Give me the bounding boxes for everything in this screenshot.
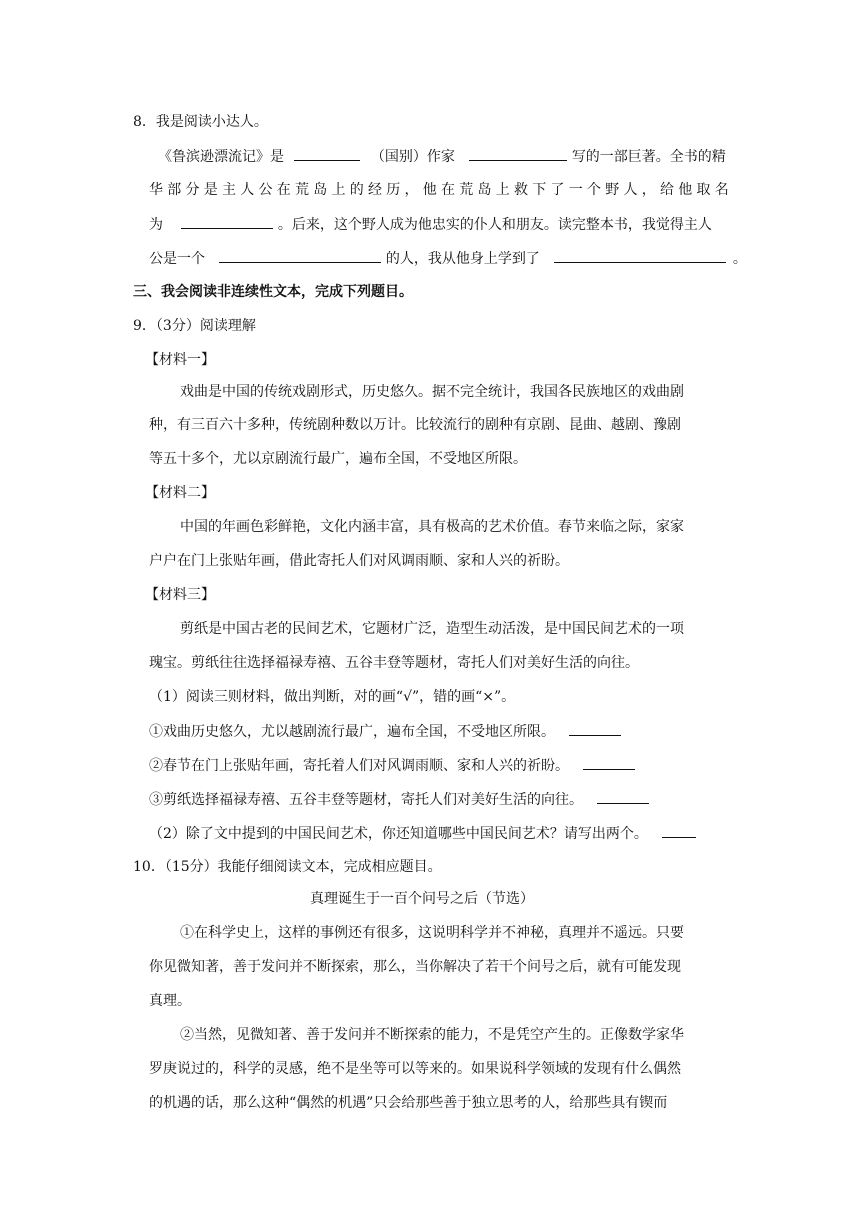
q9-part1-prompt: （1）阅读三则材料，做出判断，对的画“√”，错的画“×”。	[149, 689, 516, 705]
q8-line2-char: 给	[660, 182, 674, 198]
item-text: 剪纸选择福禄寿禧、五谷丰登等题材，寄托人们对美好生活的向往。	[163, 792, 583, 808]
q8-line2-char: 部	[167, 182, 182, 198]
answer-blank-author[interactable]	[469, 146, 567, 161]
item-number: ②	[149, 758, 163, 774]
passage-para2-line	[180, 1025, 684, 1045]
answer-blank-country[interactable]	[294, 146, 360, 161]
material1-line: 等五十多个，尤以京剧流行最广，遍布全国，不受地区所限。	[149, 451, 527, 467]
q8-line2-char: 下	[532, 182, 547, 198]
q8-line1	[158, 146, 726, 167]
judgement-item	[149, 721, 621, 742]
answer-blank-learned[interactable]	[554, 248, 726, 263]
q8-line2-char: ，	[404, 182, 419, 198]
q8-line2-char: 名	[714, 182, 729, 198]
q8-line2-char: 救	[514, 182, 528, 198]
q8-line2-char: 的	[349, 182, 364, 198]
passage-para1-line: 真理。	[149, 993, 191, 1009]
passage-para2-line: 罗庚说过的，科学的灵感，绝不是坐等可以等来的。如果说科学领域的发现有什么偶然	[149, 1061, 681, 1077]
q8-line2-char: 野	[605, 182, 620, 198]
answer-blank-name[interactable]	[181, 214, 273, 229]
q8-line2-char: 他	[422, 182, 437, 198]
answer-blank-folk-art[interactable]	[662, 823, 696, 838]
material1-line: 种，有三百六十多种，传统剧种数以万计。比较流行的剧种有京剧、昆曲、越剧、豫剧	[149, 417, 681, 433]
q8-line2-char: 人	[240, 182, 255, 198]
material2-line: 中国的年画色彩鲜艳，文化内涵丰富，具有极高的艺术价值。春节来临之际，家家	[180, 519, 684, 535]
material3-line: 剪纸是中国古老的民间艺术，它题材广泛，造型生动活泼，是中国民间艺术的一项	[180, 621, 684, 637]
q8-line2-char: 荒	[295, 182, 309, 198]
q8-line2-char: 分	[185, 182, 200, 198]
answer-blank-judgement[interactable]	[597, 789, 649, 804]
judgement-item	[149, 755, 635, 776]
passage-para1-line	[180, 923, 684, 943]
q10-heading: 10．（15分）我能仔细阅读文本，完成相应题目。	[133, 859, 442, 875]
q8-line2-char: 了	[550, 182, 565, 198]
answer-blank-judgement[interactable]	[569, 721, 621, 736]
q8-line2-char: 在	[441, 182, 455, 198]
q8-line2-char: 经	[368, 182, 382, 198]
q8-line4	[149, 248, 747, 269]
q8-line2-char: 岛	[313, 182, 328, 198]
para-text: 当然，见微知著、善于发问并不断探索的能力，不是凭空产生的。正像数学家华	[194, 1027, 684, 1043]
item-text: 春节在门上张贴年画，寄托着人们对风调雨顺、家和人兴的祈盼。	[163, 758, 569, 774]
q8-line3-text-b: 。后来，这个野人成为他忠实的仆人和朋友。读完整本书，我觉得主人	[277, 217, 712, 233]
material1-label: 【材料一】	[145, 352, 215, 368]
q8-line4-text-b: 的人，我从他身上学到了	[385, 251, 540, 267]
passage-para1-line: 你见微知著，善于发问并不断探索，那么，当你解决了若干个问号之后，就有可能发现	[149, 959, 681, 975]
q8-line1-text-a: 《鲁滨逊漂流记》是	[158, 149, 284, 165]
item-number: ①	[149, 724, 163, 740]
material1-line: 戏曲是中国的传统戏剧形式，历史悠久。据不完全统计，我国各民族地区的戏曲剧	[180, 384, 684, 400]
q8-line2-char: 个	[587, 182, 601, 198]
q8-line2-char: 一	[568, 182, 583, 198]
para-text: 在科学史上，这样的事例还有很多，这说明科学并不神秘，真理并不遥远。只要	[194, 925, 684, 941]
q8-line1-text-c: 写的一部巨著。全书的精	[571, 149, 726, 165]
q8-line3	[149, 214, 712, 235]
q8-line2-char: 人	[623, 182, 638, 198]
q8-line2-char: ，	[641, 182, 656, 198]
q8-line3-text-a: 为	[149, 217, 163, 233]
q8-line2-char: 取	[696, 182, 711, 198]
q8-heading: 8．我是阅读小达人。	[133, 114, 268, 130]
passage-title: 真理诞生于一百个问号之后（节选）	[310, 891, 534, 907]
answer-blank-character[interactable]	[219, 248, 381, 263]
material2-line: 户户在门上张贴年画，借此寄托人们对风调雨顺、家和人兴的祈盼。	[149, 553, 569, 569]
q8-line2-char: 公	[258, 182, 273, 198]
q8-line4-text-c: 。	[732, 251, 747, 267]
item-text: 戏曲历史悠久，尤以越剧流行最广，遍布全国，不受地区所限。	[163, 724, 555, 740]
para-number: ①	[180, 925, 194, 941]
material3-line: 瑰宝。剪纸往往选择福禄寿禧、五谷丰登等题材，寄托人们对美好生活的向往。	[149, 655, 639, 671]
q9-part2-prompt: （2）除了文中提到的中国民间艺术，你还知道哪些中国民间艺术？请写出两个。	[149, 826, 648, 842]
q8-line1-text-b: （国别）作家	[370, 149, 455, 165]
q8-line2-char: 岛	[477, 182, 492, 198]
q9-part2	[149, 823, 696, 844]
q8-line2-char: 历	[386, 182, 401, 198]
answer-blank-judgement[interactable]	[583, 755, 635, 770]
para-number: ②	[180, 1027, 194, 1043]
item-number: ③	[149, 792, 163, 808]
q8-line2-char: 他	[678, 182, 693, 198]
q8-line2-char: 荒	[459, 182, 474, 198]
q8-line2-char: 在	[276, 182, 291, 198]
q8-line2	[149, 180, 729, 200]
material3-label: 【材料三】	[145, 587, 215, 603]
q8-line2-char: 上	[495, 182, 510, 198]
judgement-item	[149, 789, 649, 810]
passage-para2-line: 的机遇的话，那么这种“偶然的机遇”只会给那些善于独立思考的人，给那些具有锲而	[149, 1095, 668, 1111]
section3-title: 三、我会阅读非连续性文本，完成下列题目。	[133, 284, 413, 300]
q8-line4-text-a: 公是一个	[149, 251, 205, 267]
q8-line2-char: 华	[149, 182, 163, 198]
q9-heading: 9．（3分）阅读理解	[133, 318, 256, 334]
material2-label: 【材料二】	[145, 485, 215, 501]
q8-line2-char: 主	[222, 182, 236, 198]
q8-line2-char: 上	[331, 182, 346, 198]
q8-line2-char: 是	[203, 182, 218, 198]
